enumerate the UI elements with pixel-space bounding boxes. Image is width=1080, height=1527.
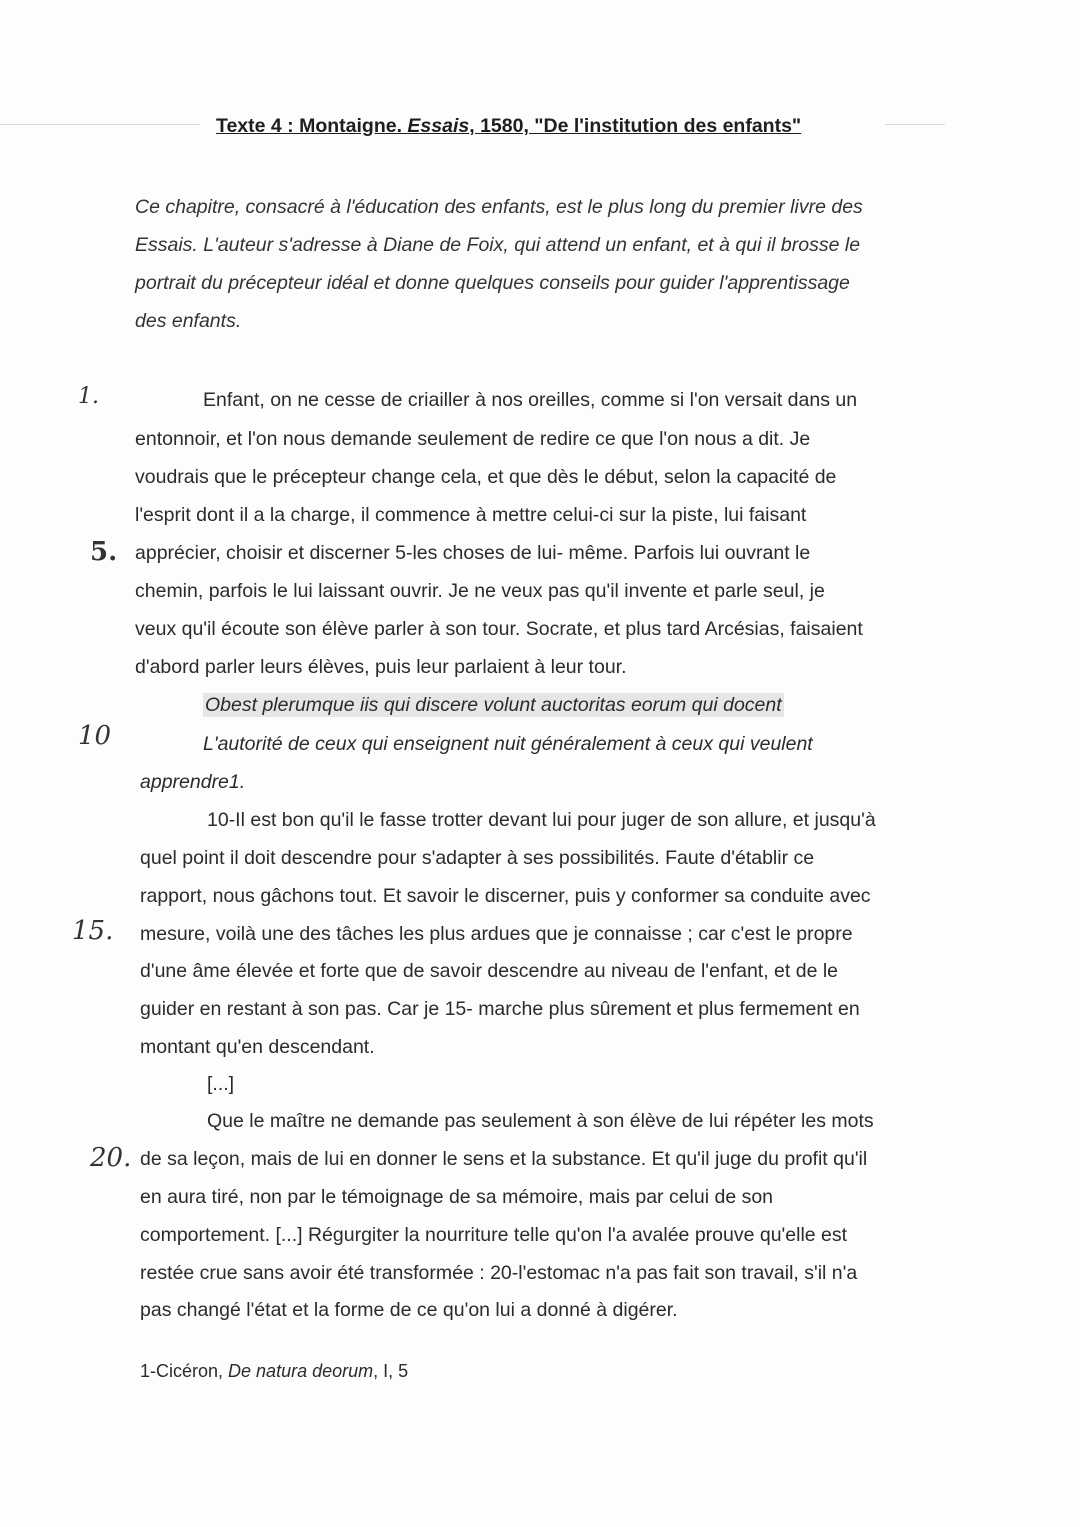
scan-rule-left (0, 124, 200, 125)
footnote (140, 1361, 408, 1382)
ellipsis: [...] (207, 1073, 235, 1095)
text-line: mesure, voilà une des tâches les plus ardues que je connaisse ; car c'est le propre (140, 923, 853, 945)
text-line: comportement. [...] Régurgiter la nourriture telle qu'on l'a avalée prouve qu'elle est (140, 1224, 848, 1246)
text-line: d'une âme élevée et forte que de savoir descendre au niveau de l'enfant, et de le (140, 960, 839, 982)
text-line: Enfant, on ne cesse de criailler à nos oreilles, comme si l'on versait dans un (203, 389, 858, 411)
text-line: de sa leçon, mais de lui en donner le sens et la substance. Et qu'il juge du profit qu'il (140, 1148, 868, 1170)
text-line: voudrais que le précepteur change cela, et que dès le début, selon la capacité de (135, 466, 837, 488)
text-line: chemin, parfois le lui laissant ouvrir. Je ne veux pas qu'il invente et parle seul, je (135, 580, 825, 602)
latin-quote: Obest plerumque iis qui discere volunt auctoritas eorum qui docent (205, 694, 782, 716)
translation-line: L'autorité de ceux qui enseignent nuit généralement à ceux qui veulent (203, 733, 813, 755)
title-suffix: , 1580, "De l'institution des enfants" (469, 115, 802, 137)
margin-number-10: 10 (78, 721, 112, 751)
footnote-title: De natura deorum (228, 1361, 374, 1381)
intro-line: Essais. L'auteur s'adresse à Diane de Foix, qui attend un enfant, et à qui il brosse le (135, 234, 861, 256)
translation-line: apprendre1. (140, 771, 246, 793)
margin-number-15: 15. (72, 916, 114, 946)
text-line: en aura tiré, non par le témoignage de sa mémoire, mais par celui de son (140, 1186, 774, 1208)
margin-number-20: 20. (90, 1143, 132, 1173)
text-line: montant qu'en descendant. (140, 1036, 375, 1058)
intro-line: portrait du précepteur idéal et donne quelques conseils pour guider l'apprentissage (135, 272, 850, 294)
footnote-prefix: 1-Cicéron, (140, 1361, 229, 1381)
text-line: quel point il doit descendre pour s'adapter à ses possibilités. Faute d'établir ce (140, 847, 815, 869)
margin-number-1: 1. (78, 384, 99, 409)
text-line: pas changé l'état et la forme de ce qu'on lui a donné à digérer. (140, 1299, 678, 1321)
text-line: guider en restant à son pas. Car je 15- marche plus sûrement et plus fermement en (140, 998, 860, 1020)
footnote-suffix: , I, 5 (373, 1361, 409, 1381)
intro-line: Ce chapitre, consacré à l'éducation des enfants, est le plus long du premier livre des (135, 196, 863, 218)
text-line: 10-Il est bon qu'il le fasse trotter devant lui pour juger de son allure, et jusqu'à (207, 809, 876, 831)
title-book: Essais (407, 115, 470, 137)
text-line: l'esprit dont il a la charge, il commence à mettre celui-ci sur la piste, lui faisant (135, 504, 807, 526)
text-line: apprécier, choisir et discerner 5-les choses de lui- même. Parfois lui ouvrant le (135, 542, 811, 564)
text-line: restée crue sans avoir été transformée : 20-l'estomac n'a pas fait son travail, s'il n'a (140, 1262, 858, 1284)
margin-number-5: 5. (90, 537, 118, 567)
text-line: veux qu'il écoute son élève parler à son tour. Socrate, et plus tard Arcésias, faisaient (135, 618, 863, 640)
text-line: d'abord parler leurs élèves, puis leur parlaient à leur tour. (135, 656, 627, 678)
text-line: Que le maître ne demande pas seulement à son élève de lui répéter les mots (207, 1110, 874, 1132)
page-title (216, 115, 801, 138)
title-prefix: Texte 4 : Montaigne. (216, 115, 408, 137)
text-line: entonnoir, et l'on nous demande seulement de redire ce que l'on nous a dit. Je (135, 428, 811, 450)
text-line: rapport, nous gâchons tout. Et savoir le discerner, puis y conformer sa conduite avec (140, 885, 871, 907)
scan-rule-right (885, 124, 945, 125)
intro-line: des enfants. (135, 310, 242, 332)
